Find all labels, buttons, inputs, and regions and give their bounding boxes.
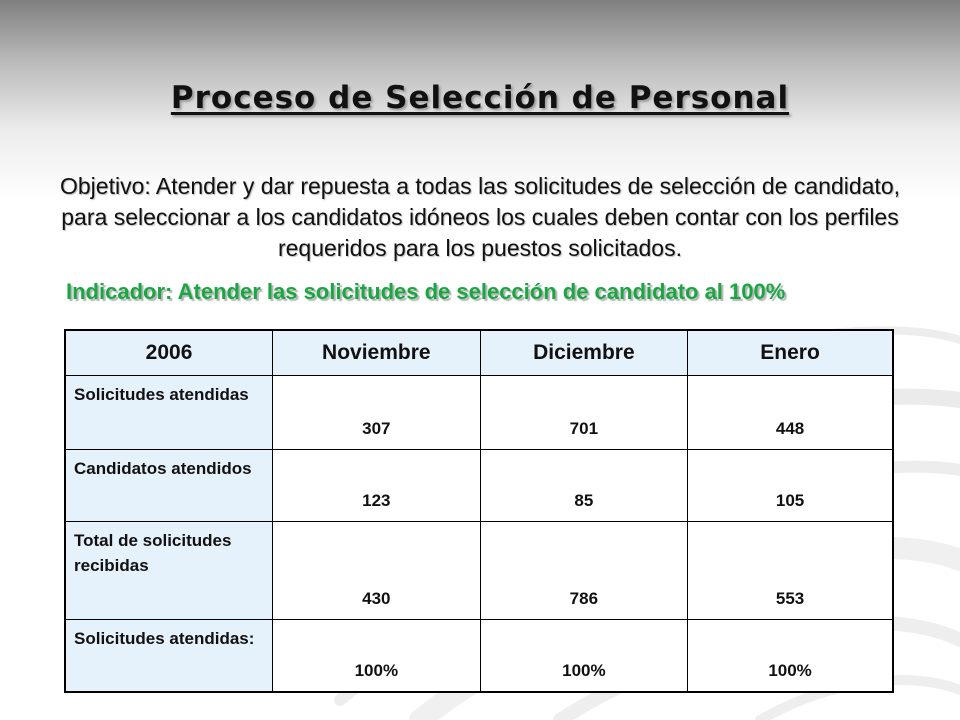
header-enero: Enero [688,330,893,376]
row-label: Solicitudes atendidas [65,376,273,450]
table-cell: 100% [273,620,481,692]
row-label: Candidatos atendidos [65,450,273,522]
table-row [65,522,893,620]
header-diciembre: Diciembre [480,330,688,376]
table-cell: 430 [273,522,481,620]
table-cell: 85 [480,450,688,522]
table-cell: 307 [273,376,481,450]
table-cell: 553 [688,522,893,620]
table-cell: 786 [480,522,688,620]
objective-text: Objetivo: Atender y dar repuesta a todas las solicitudes de selección de candidato, para seleccionar a los candidatos idóneos los cuales deben contar con los perfiles requeridos para los puestos solicitados. [59,173,901,261]
header-year: 2006 [65,330,273,376]
table-cell: 105 [688,450,893,522]
indicator-text: Indicador: Atender las solicitudes de selección de candidato al 100% [66,279,786,304]
table-row [65,450,893,522]
table-cell: 100% [688,620,893,692]
table-row [65,620,893,692]
row-label: Total de solicitudes recibidas [65,522,273,620]
selection-data-table [64,329,894,693]
slide-title: Proceso de Selección de Personal [170,80,790,116]
table-cell: 448 [688,376,893,450]
table-cell: 701 [480,376,688,450]
table-cell: 100% [480,620,688,692]
table-row [65,376,893,450]
table-cell: 123 [273,450,481,522]
header-noviembre: Noviembre [273,330,481,376]
table-header-row [65,330,893,376]
row-label: Solicitudes atendidas: [65,620,273,692]
